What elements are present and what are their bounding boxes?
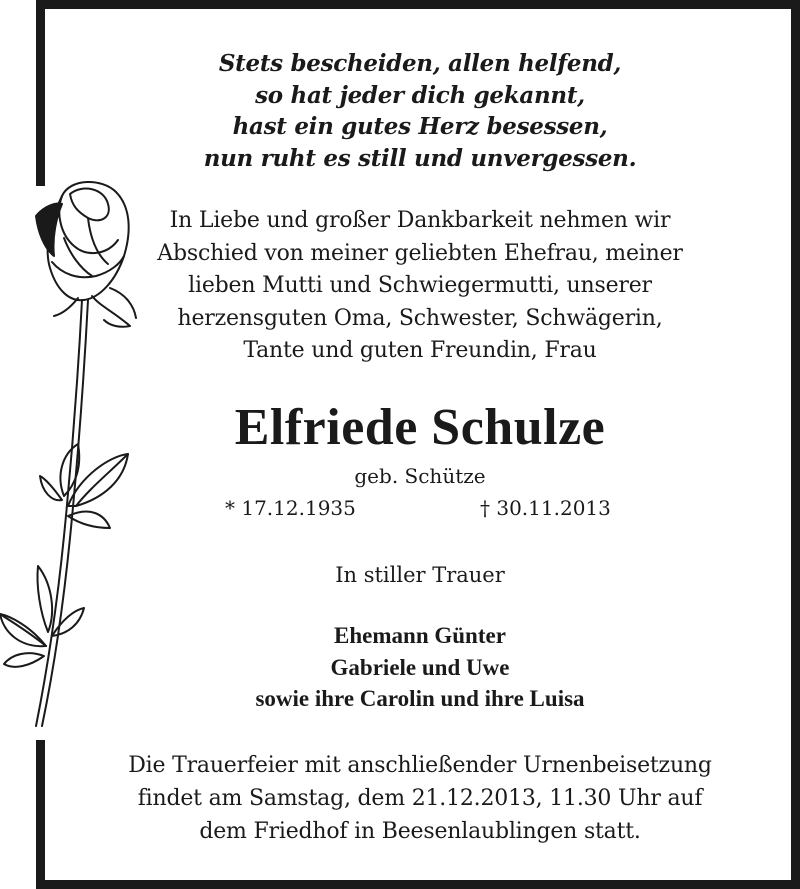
poem-line: so hat jeder dich gekannt, [255,81,585,109]
service-line: findet am Samstag, dem 21.12.2013, 11.30 Uhr auf [137,786,703,811]
farewell-line: lieben Mutti und Schwiegermutti, unserer [188,273,652,298]
frame-left-border-upper [36,0,45,186]
farewell-line: In Liebe und großer Dankbarkeit nehmen wir [169,208,671,233]
birth-date: * 17.12.1935 [225,496,356,520]
poem-line: Stets bescheiden, allen helfend, [218,50,622,77]
frame-bottom-border [36,880,800,889]
farewell-line: Tante und guten Freundin, Frau [243,338,597,363]
poem-line: nun ruht es still und unvergessen. [203,144,637,172]
service-line: Die Trauerfeier mit anschließender Urnenbeisetzung [128,753,712,778]
family-signatures [120,620,720,715]
frame-right-border [791,0,800,889]
frame-left-border-lower [36,740,45,889]
family-line: sowie ihre Carolin und ihre Luisa [255,686,585,711]
service-line: dem Friedhof in Beesenlaublingen statt. [199,819,641,844]
death-date: † 30.11.2013 [480,496,611,520]
deceased-name: Elfriede Schulze [234,399,606,456]
memorial-poem [120,48,720,174]
family-line: Gabriele und Uwe [330,654,510,680]
maiden-name: geb. Schütze [354,464,486,488]
family-line: Ehemann Günter [334,623,506,648]
farewell-line: Abschied von meiner geliebten Ehefrau, meiner [157,240,683,266]
farewell-line: herzensguten Oma, Schwester, Schwägerin, [177,305,663,331]
poem-line: hast ein gutes Herz besessen, [232,113,608,140]
mourning-line: In stiller Trauer [335,563,505,587]
frame-top-border [36,0,800,9]
farewell-text [120,205,720,368]
funeral-service-info [60,749,780,848]
